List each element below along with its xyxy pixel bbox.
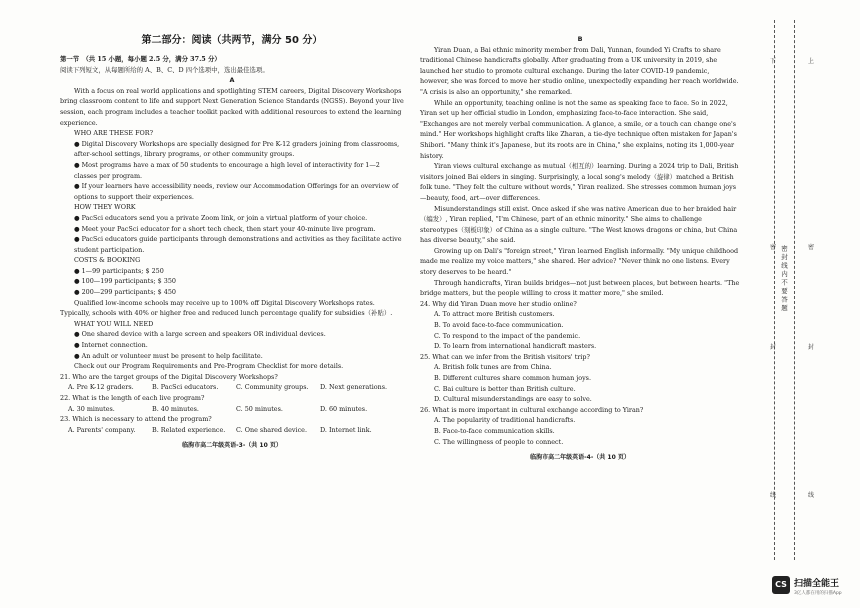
page-footer-left: 临朐市高二年级英语-3-（共 10 页）: [182, 442, 282, 450]
question: 25. What can we infer from the British visitors' trip?: [420, 352, 590, 361]
option: A. Pre K-12 graders.: [68, 383, 134, 392]
who-item: ● Digital Discovery Workshops are specially designed for Pre K-12 graders joining from classrooms, after-school settings, library programs, or other community groups.: [74, 139, 400, 159]
heading-who: WHO ARE THESE FOR?: [74, 129, 154, 138]
option: B. Face-to-face communication skills.: [434, 426, 555, 435]
passage-a-label: A: [229, 76, 235, 85]
option: C. The willingness of people to connect.: [434, 437, 564, 446]
binding-mark: 线: [770, 492, 777, 499]
dashed-seal-line: [774, 20, 775, 560]
left-column: [60, 34, 404, 452]
heading-need: WHAT YOU WILL NEED: [74, 319, 154, 328]
binding-mark: 线: [808, 492, 815, 499]
question-options: [60, 382, 404, 393]
passage-b-paragraph: While an opportunity, teaching online is not the same as speaking face to face. So in 2022, Yiran set up her official studio in London, emphasizing face-to-face interaction. She said, "Exchanges are not merely verbal communication. A glance, a smile, or a touch can change one's mind." Her workshops highlight crafts like Zharan, a tie-dye technique often mistaken for Japan's Shibori. "Many think it's Japanese, but its roots are in China," she explains, noting its 1,000-year history.: [420, 98, 737, 160]
binding-mark: 封: [770, 344, 777, 351]
question: 22. What is the length of each live program?: [60, 394, 205, 402]
camscanner-logo-icon: CS: [772, 576, 790, 594]
who-item: ● If your learners have accessibility needs, review our Accommodation Offerings for an overview of options to support their experiences.: [74, 182, 399, 201]
option: C. One shared device.: [236, 425, 307, 434]
binding-mark: 密: [770, 244, 777, 251]
section-title: 第二部分：阅读（共两节，满分 50 分）: [141, 35, 323, 46]
question-options: [60, 404, 404, 415]
option: D. Cultural misunderstandings are easy to solve.: [434, 395, 592, 404]
question: 21. Who are the target groups of the Digital Discovery Workshops?: [60, 372, 278, 381]
binding-mark: 封: [808, 344, 815, 351]
option: C. 50 minutes.: [236, 404, 283, 413]
passage-b-label: B: [577, 35, 583, 43]
heading-costs: COSTS & BOOKING: [74, 256, 141, 265]
option: B. Related experience.: [152, 425, 226, 434]
binding-mark: 密: [808, 244, 815, 251]
passage-b-paragraph: Yiran views cultural exchange as mutual（相互的）learning. During a 2024 trip to Dali, British visitors joined Bai elders in singing. Surprisingly, a local song's melody（旋律）matched a British folk tune. "They felt the culture without words," Yiran realized. She stresses common human joys—beauty, food, art—over differences.: [420, 162, 739, 202]
passage-b-paragraph: Yiran Duan, a Bai ethnic minority member from Dali, Yunnan, founded Yi Crafts to share traditional Chinese handicrafts globally. After graduating from a UK university in 2019, she launched her studio to promote cultural exchange. During the later COVID-19 pandemic, however, she was forced to move her studio online, unexpectedly expanding her reach worldwide. "A crisis is also an opportunity," she remarked.: [420, 45, 739, 96]
option: A. British folk tunes are from China.: [434, 363, 552, 372]
binding-mark: 下: [770, 58, 777, 65]
option: A. 30 minutes.: [68, 404, 115, 413]
need-item: ● Internet connection.: [74, 341, 148, 350]
checkout-text: Check out our Program Requirements and Pre-Program Checklist for more details.: [74, 362, 344, 371]
page-footer-right: 临朐市高二年级英语-4-（共 10 页）: [530, 454, 630, 462]
how-item: ● PacSci educators guide participants through demonstrations and activities as they facilitate active student participation.: [74, 235, 402, 254]
need-item: ● One shared device with a large screen and speakers OR individual devices.: [74, 330, 326, 339]
brand-tagline: 3亿人都在用的扫描App: [794, 591, 842, 596]
part1-title: 第一节 （共 15 小题，每小题 2.5 分，满分 37.5 分）: [60, 55, 221, 63]
option: D. 60 minutes.: [320, 404, 368, 413]
option: B. PacSci educators.: [152, 383, 219, 392]
how-item: ● PacSci educators send you a private Zoom link, or join a virtual platform of your choice.: [74, 213, 368, 222]
question: 26. What is more important in cultural exchange according to Yiran?: [420, 405, 644, 414]
option: B. 40 minutes.: [152, 404, 199, 413]
question: 23. Which is necessary to attend the program?: [60, 415, 212, 424]
option: A. To attract more British customers.: [434, 310, 555, 319]
part1-instructions: 阅读下列短文，从每题所给的 A、B、C、D 四个选项中，选出最佳选项。: [60, 65, 269, 74]
option: D. To learn from international handicraft masters.: [434, 342, 597, 351]
how-item: ● Meet your PacSci educator for a short tech check, then start your 40-minute live program.: [74, 224, 376, 233]
right-column: [420, 34, 740, 464]
passage-b-paragraph: Misunderstandings still exist. Once asked if she was native American due to her braided hair（编发）, Yiran replied, "I'm Chinese, part of an ethnic minority." She aims to challenge stereotypes（刻板印象）of China as a single culture. "The West knows dragons or china, but China has diverse beauty," she said.: [420, 204, 738, 245]
option: C. Bai culture is better than British culture.: [434, 384, 576, 393]
cost-item: ● 100—199 participants; $ 350: [74, 277, 176, 286]
cost-item: ● 1—99 participants; $ 250: [74, 266, 164, 275]
question: 24. Why did Yiran Duan move her studio online?: [420, 299, 577, 308]
who-item: ● Most programs have a max of 50 students to encourage a high level of interactivity for 1—2 classes per program.: [74, 160, 380, 180]
binding-margin: [758, 20, 820, 560]
option: C. To respond to the impact of the pandemic.: [434, 331, 581, 340]
option: B. To avoid face-to-face communication.: [434, 321, 564, 330]
option: C. Community groups.: [236, 383, 309, 392]
scanner-watermark: [772, 574, 852, 602]
seal-note: 密封线内不要答题: [780, 245, 788, 313]
heading-how: HOW THEY WORK: [74, 203, 136, 212]
need-item: ● An adult or volunteer must be present to help facilitate.: [74, 351, 263, 360]
option: D. Internet link.: [320, 425, 372, 434]
passage-a-intro: With a focus on real world applications and spotlighting STEM careers, Digital Discovery Workshops bring classroom content to life and support Next Generation Science Standards (NGSS). Beyond your live session, each program includes a teacher toolkit packed with additional resources to extend the learning experience.: [60, 86, 404, 127]
option: A. The popularity of traditional handicrafts.: [434, 416, 576, 425]
question-options: [60, 425, 404, 436]
dashed-seal-line: [794, 20, 795, 560]
binding-mark: 上: [808, 58, 815, 65]
costs-note: Qualified low-income schools may receive up to 100% off Digital Discovery Workshops rates. Typically, schools with 40% or higher free and reduced lunch percentage qualify for subsidies（补贴）.: [60, 298, 393, 318]
option: A. Parents' company.: [68, 425, 136, 434]
option: D. Next generations.: [320, 383, 388, 392]
passage-b-paragraph: Through handicrafts, Yiran builds bridges—not just between places, but between hearts. "The bridge matters, but the people willing to cross it matter more," she smiled.: [420, 278, 740, 298]
brand-name: 扫描全能王: [794, 579, 840, 589]
passage-b-paragraph: Growing up on Dali's "foreign street," Yiran learned English informally. "My unique childhood made me realize my voice matters," she shared. Her advice? "Never think no one listens. Every story deserves to be heard.": [420, 246, 739, 277]
option: B. Different cultures share common human joys.: [434, 374, 591, 382]
cost-item: ● 200—299 participants; $ 450: [74, 288, 176, 297]
